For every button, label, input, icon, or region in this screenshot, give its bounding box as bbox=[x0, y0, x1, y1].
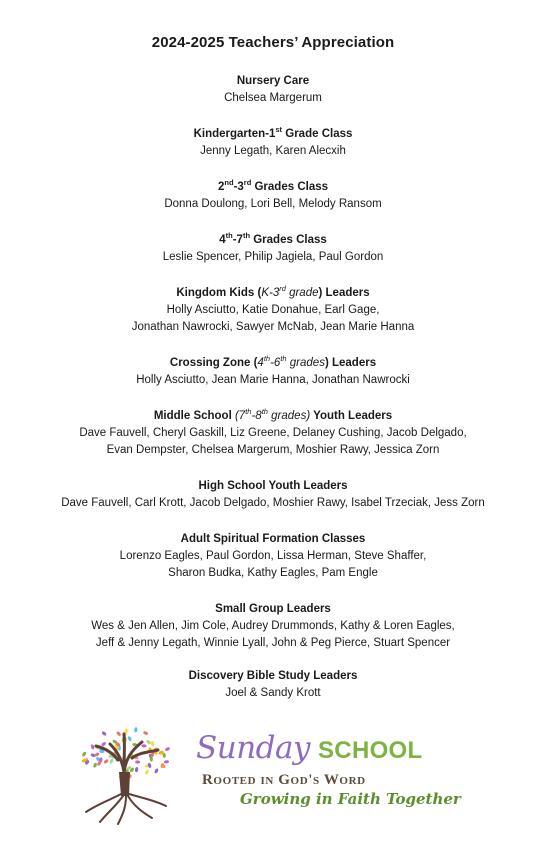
tree-leaf bbox=[154, 747, 160, 751]
logo-sunday-word: Sunday bbox=[196, 730, 311, 766]
section-names: Jeff & Jenny Legath, Winnie Lyall, John & Peg Pierce, Stuart Spencer bbox=[95, 637, 451, 649]
tree-leaf bbox=[150, 741, 154, 747]
section-crossing-zone bbox=[0, 355, 546, 389]
tree-leaf bbox=[93, 762, 98, 768]
tree-leaf bbox=[115, 742, 121, 748]
section-names: Dave Fauvell, Cheryl Gaskill, Liz Greene, Delaney Cushing, Jacob Delgado, bbox=[79, 427, 467, 439]
tree-leaf bbox=[121, 737, 127, 741]
tree-leaf bbox=[133, 755, 139, 761]
logo-tagline-growing: Growing in Faith Together bbox=[240, 790, 461, 808]
tree-leaf bbox=[152, 749, 158, 755]
section-names: Wes & Jen Allen, Jim Cole, Audrey Drummonds, Kathy & Loren Eagles, bbox=[91, 620, 455, 632]
tree-leaf bbox=[114, 743, 120, 749]
tree-leaf bbox=[132, 743, 138, 747]
tree-leaf bbox=[94, 752, 100, 757]
tree-leaf bbox=[135, 767, 139, 773]
tree-leaf bbox=[160, 763, 165, 769]
tree-leaf bbox=[90, 744, 95, 750]
logo-school-word: SCHOOL bbox=[318, 737, 423, 764]
tree-leaf bbox=[114, 746, 119, 752]
tree-leaf bbox=[121, 739, 127, 743]
tree-leaf bbox=[121, 755, 126, 761]
tree-leaf bbox=[126, 774, 132, 779]
section-2nd-3rd-grades bbox=[0, 179, 546, 213]
tree-leaf bbox=[164, 760, 170, 764]
tree-leaf bbox=[99, 757, 103, 763]
tree-leaf bbox=[129, 767, 135, 773]
tree-leaf bbox=[115, 757, 121, 762]
tree-leaf bbox=[135, 760, 140, 763]
tree-leaf bbox=[101, 731, 107, 737]
tree-leaf bbox=[99, 747, 105, 752]
tree-leaf bbox=[130, 753, 134, 759]
tree-leaf bbox=[103, 759, 109, 765]
section-adult-spiritual-formation bbox=[0, 531, 546, 582]
tree-leaf bbox=[95, 756, 101, 762]
tree-leaf bbox=[112, 751, 117, 757]
tree-leaf bbox=[125, 769, 128, 774]
tree-leaf bbox=[126, 773, 132, 778]
section-names: Dave Fauvell, Carl Krott, Jacob Delgado, Moshier Rawy, Isabel Trzeciak, Jess Zorn bbox=[61, 497, 485, 509]
logo-tagline-rooted: Rooted in God's Word bbox=[202, 772, 366, 788]
section-kindergarten-1st bbox=[0, 126, 546, 160]
tree-leaf bbox=[145, 739, 151, 745]
tree-leaf bbox=[154, 768, 159, 774]
tree-leaf bbox=[158, 750, 164, 755]
section-names: Jenny Legath, Karen Alecxih bbox=[200, 145, 346, 157]
tree-leaf bbox=[145, 764, 151, 768]
tree-leaf bbox=[143, 731, 149, 736]
tree-leaf bbox=[164, 747, 170, 752]
section-heading: Adult Spiritual Formation Classes bbox=[180, 533, 366, 545]
section-names: Sharon Budka, Kathy Eagles, Pam Engle bbox=[168, 567, 378, 579]
section-names: Lorenzo Eagles, Paul Gordon, Lissa Herman, Steve Shaffer, bbox=[119, 550, 427, 562]
tree-leaf bbox=[148, 747, 152, 753]
tree-leaf bbox=[84, 758, 88, 764]
section-heading: High School Youth Leaders bbox=[198, 480, 348, 492]
tree-leaf bbox=[99, 750, 104, 753]
tree-leaf bbox=[118, 745, 121, 750]
tree-leaf bbox=[160, 763, 166, 769]
tree-leaf bbox=[144, 769, 150, 775]
section-names: Chelsea Margerum bbox=[224, 92, 322, 104]
section-names: Leslie Spencer, Philip Jagiela, Paul Gordon bbox=[162, 251, 384, 263]
tree-leaf bbox=[112, 755, 117, 759]
tree-leaf bbox=[125, 728, 128, 733]
section-names: Joel & Sandy Krott bbox=[225, 687, 321, 699]
tree-leaf bbox=[81, 758, 87, 763]
section-high-school bbox=[0, 478, 546, 512]
section-names: Jonathan Nawrocki, Sawyer McNab, Jean Marie Hanna bbox=[131, 321, 415, 333]
section-names: Holly Asciutto, Jean Marie Hanna, Jonathan Nawrocki bbox=[136, 374, 410, 386]
section-heading: 4th-7th Grades Class bbox=[219, 231, 327, 246]
section-discovery-bible-study bbox=[0, 668, 546, 702]
section-4th-7th-grades bbox=[0, 232, 546, 266]
tree-leaf bbox=[147, 762, 152, 768]
tree-leaf bbox=[111, 754, 117, 758]
tree-leaf bbox=[118, 774, 124, 779]
tree-leaf bbox=[84, 759, 90, 765]
tree-leaf bbox=[96, 760, 102, 766]
section-heading: Middle School (7th-8th grades) Youth Leaders bbox=[153, 407, 393, 422]
tree-leaf bbox=[149, 756, 153, 762]
tree-leaf bbox=[108, 753, 114, 759]
section-heading: Discovery Bible Study Leaders bbox=[188, 670, 358, 682]
tree-leaf bbox=[109, 758, 114, 764]
section-heading: Small Group Leaders bbox=[215, 603, 331, 615]
section-kingdom-kids bbox=[0, 285, 546, 336]
tree-leaf bbox=[90, 753, 96, 758]
tree-leaf bbox=[112, 739, 118, 744]
section-middle-school bbox=[0, 408, 546, 459]
section-heading: 2nd-3rd Grades Class bbox=[217, 178, 329, 193]
section-heading: Crossing Zone (4th-6th grades) Leaders bbox=[169, 354, 377, 369]
tree-leaf bbox=[123, 730, 127, 736]
tree-leaf bbox=[94, 745, 100, 750]
tree-leaf bbox=[162, 752, 166, 758]
tree-leaf bbox=[101, 741, 107, 747]
tree-leaf bbox=[134, 727, 138, 733]
tree-leaf bbox=[126, 765, 132, 771]
section-heading: Nursery Care bbox=[236, 75, 310, 87]
section-heading: Kingdom Kids (K-3rd grade) Leaders bbox=[176, 284, 370, 299]
section-small-group bbox=[0, 601, 546, 652]
tree-leaf bbox=[116, 731, 122, 737]
tree-leaf bbox=[150, 752, 154, 758]
tree-leaf bbox=[127, 736, 132, 742]
tree-leaf bbox=[159, 750, 165, 755]
section-names: Donna Doulong, Lori Bell, Melody Ransom bbox=[164, 198, 382, 210]
tree-leaf bbox=[111, 755, 116, 758]
section-names: Evan Dempster, Chelsea Margerum, Moshier Rawy, Jessica Zorn bbox=[106, 444, 440, 456]
tree-leaf bbox=[141, 744, 146, 748]
section-heading: Kindergarten-1st Grade Class bbox=[193, 125, 353, 140]
document-title: 2024-2025 Teachers’ Appreciation bbox=[151, 34, 395, 51]
tree-leaf bbox=[81, 751, 86, 757]
section-names: Holly Asciutto, Katie Donahue, Earl Gage, bbox=[166, 304, 380, 316]
tree-leaf bbox=[113, 751, 119, 757]
section-nursery-care bbox=[0, 73, 546, 107]
tree-leaf bbox=[148, 753, 153, 759]
